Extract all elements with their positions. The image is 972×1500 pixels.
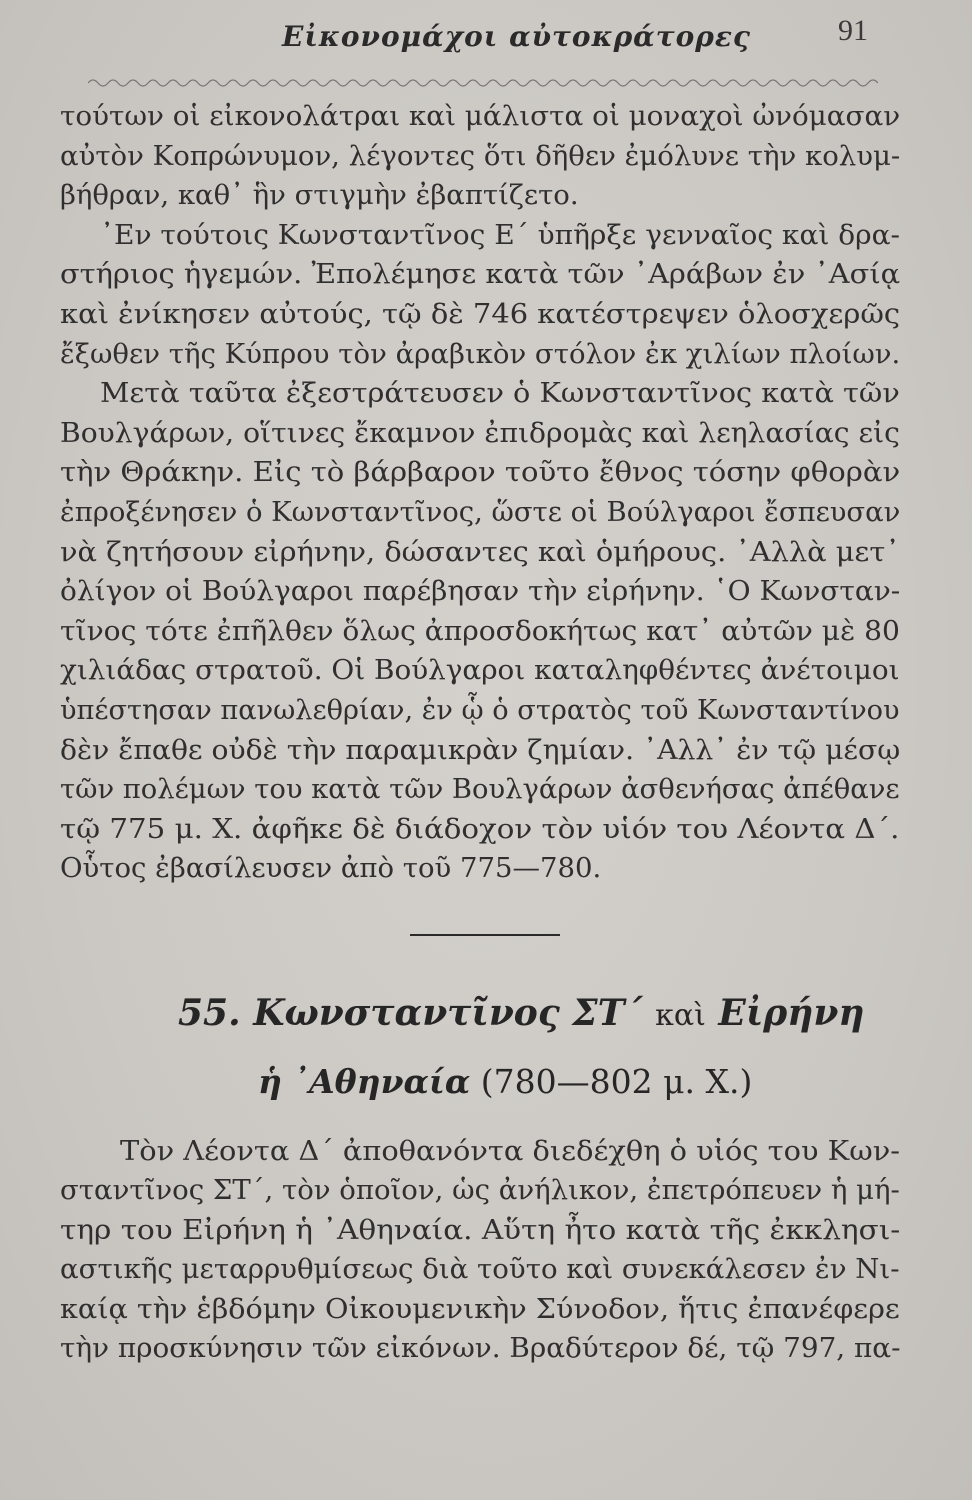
text-line: καίᾳ τὴν ἑβδόμην Οἰκουμενικὴν Σύνοδον, ἥτις ἐπανέφερε: [60, 1292, 900, 1325]
text-line: τῖνος τότε ἐπῆλθεν ὅλως ἀπροσδοκήτως κατ᾽ αὐτῶν μὲ 80: [60, 614, 900, 647]
text-line: σταντῖνος ΣΤ΄, τὸν ὁποῖον, ὡς ἀνήλικον, ἐπετρόπευεν ἡ μή-: [60, 1174, 900, 1207]
text-line: τῷ 775 μ. Χ. ἀφῆκε δὲ διάδοχον τὸν υἱόν του Λέοντα Δ΄.: [60, 812, 900, 845]
text-line: ἐπροξένησεν ὁ Κωνσταντῖνος, ὥστε οἱ Βούλγαροι ἔσπευσαν: [60, 496, 901, 528]
text-line: δὲν ἔπαθε οὐδὲ τὴν παραμικρὰν ζημίαν. ᾿Αλλ᾽ ἐν τῷ μέσῳ: [60, 733, 901, 766]
section-heading: [178, 992, 865, 1034]
section-number: 55.: [178, 992, 241, 1034]
section-subheading: [258, 1062, 752, 1101]
text-line: Μετὰ ταῦτα ἐξεστράτευσεν ὁ Κωνσταντῖνος κατὰ τῶν: [100, 377, 900, 410]
section-dates: (780—802 μ. Χ.): [480, 1062, 753, 1101]
section-title-part2: Εἰρήνη: [718, 992, 865, 1034]
section-title-part3: ᾿Αθηναία: [292, 1062, 471, 1101]
running-title: Εἰκονομάχοι αὐτοκράτορες: [282, 20, 751, 53]
text-line: νὰ ζητήσουν εἰρήνην, δώσαντες καὶ ὁμήρους. ᾿Αλλὰ μετ᾽: [60, 535, 900, 568]
text-line: βήθραν, καθ᾽ ἣν στιγμὴν ἐβαπτίζετο.: [60, 179, 579, 212]
text-line: χιλιάδας στρατοῦ. Οἱ Βούλγαροι καταληφθέντες ἀνέτοιμοι: [60, 654, 900, 687]
page-header: [0, 10, 972, 60]
header-wavy-rule: [88, 76, 878, 90]
text-line: ὑπέστησαν πανωλεθρίαν, ἐν ᾧ ὁ στρατὸς τοῦ Κωνσταντίνου: [60, 694, 900, 726]
text-line: στήριος ἡγεμών. Ἐπολέμησε κατὰ τῶν ᾿Αράβων ἐν ᾿Ασίᾳ: [60, 258, 901, 291]
section-conjunction: καὶ: [655, 998, 706, 1033]
text-line: αὐτὸν Κοπρώνυμον, λέγοντες ὅτι δῆθεν ἐμόλυνε τὴν κολυμ-: [60, 139, 901, 172]
text-line: τηρ του Εἰρήνη ἡ ᾿Αθηναία. Αὕτη ἦτο κατὰ τῆς ἐκκλησι-: [60, 1213, 901, 1246]
text-line: ᾿Εν τούτοις Κωνσταντῖνος Ε΄ ὑπῆρξε γενναῖος καὶ δρα-: [100, 218, 901, 251]
text-line: Βουλγάρων, οἵτινες ἔκαμνον ἐπιδρομὰς καὶ λεηλασίας εἰς: [60, 416, 900, 449]
section-title-part1: Κωνσταντῖνος ΣΤ΄: [253, 992, 643, 1034]
page-number: 91: [838, 14, 868, 47]
text-line: αστικῆς μεταρρυθμίσεως διὰ τοῦτο καὶ συνεκάλεσεν ἐν Νι-: [60, 1253, 900, 1286]
section-divider: [410, 934, 560, 936]
text-line: τῶν πολέμων του κατὰ τῶν Βουλγάρων ἀσθενήσας ἀπέθανε: [60, 773, 900, 806]
text-line: τὴν προσκύνησιν τῶν εἰκόνων. Βραδύτερον δέ, τῷ 797, πα-: [60, 1332, 901, 1364]
text-line: ὀλίγον οἱ Βούλγαροι παρέβησαν τὴν εἰρήνην. ῾Ο Κωνσταν-: [60, 575, 901, 608]
text-line: τὴν Θράκην. Εἰς τὸ βάρβαρον τοῦτο ἔθνος τόσην φθορὰν: [60, 456, 901, 489]
text-line: καὶ ἐνίκησεν αὐτούς, τῷ δὲ 746 κατέστρεψεν ὁλοσχερῶς: [60, 298, 901, 330]
text-line: τούτων οἱ εἰκονολάτραι καὶ μάλιστα οἱ μοναχοὶ ὠνόμασαν: [60, 100, 901, 132]
text-line: Οὗτος ἐβασίλευσεν ἀπὸ τοῦ 775—780.: [60, 852, 602, 885]
section-article: ἡ: [258, 1062, 282, 1101]
text-line: ἔξωθεν τῆς Κύπρου τὸν ἀραβικὸν στόλον ἐκ χιλίων πλοίων.: [60, 337, 901, 370]
text-line: Τὸν Λέοντα Δ΄ ἀποθανόντα διεδέχθη ὁ υἱός του Κων-: [120, 1135, 900, 1167]
